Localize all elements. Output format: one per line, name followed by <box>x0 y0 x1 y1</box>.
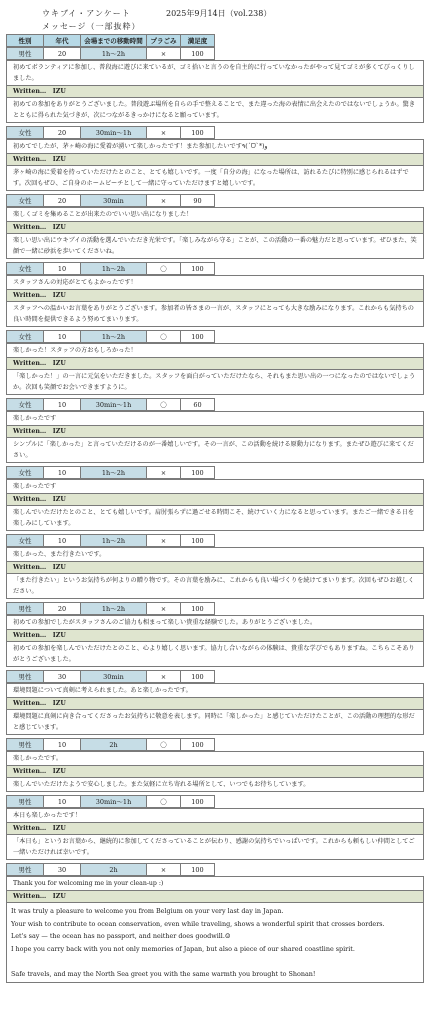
cell-age: 20 <box>44 195 81 207</box>
cell-gender: 男性 <box>7 48 44 60</box>
staff-reply: スタッフへの温かいお言葉をありがとうございます。参加者の皆さまの一言が、スタッフにとっても大きな励みになります。これからも気持ちの良い時間を提供できるよう努めてまいります。 <box>6 302 424 327</box>
response-row <box>6 330 215 343</box>
response-row <box>6 863 215 876</box>
cell-plastic: × <box>147 48 181 60</box>
participant-comment: 楽しかったです <box>6 411 424 426</box>
writer-name: IZU <box>52 88 66 95</box>
writer-name: IZU <box>52 893 66 900</box>
cell-gender: 男性 <box>7 739 44 751</box>
reply-line: Your wish to contribute to ocean conservation, even while traveling, shows a wonderful spirit that crosses borders. <box>11 919 385 928</box>
cell-plastic: × <box>147 195 181 207</box>
written-label: Written… <box>13 156 47 163</box>
cell-travel-time: 1h～2h <box>81 535 147 547</box>
written-by <box>6 891 424 903</box>
written-label: Written… <box>13 292 47 299</box>
response-row <box>6 795 215 808</box>
writer-name: IZU <box>52 360 66 367</box>
staff-reply: 楽しんでいただけたようで安心しました。また気軽に立ち寄れる場所として、いつでもお待ちしています。 <box>6 778 424 792</box>
written-by <box>6 766 424 778</box>
response-row <box>6 738 215 751</box>
cell-gender: 女性 <box>7 467 44 479</box>
cell-age: 10 <box>44 263 81 275</box>
cell-age: 10 <box>44 467 81 479</box>
cell-satisfaction: 100 <box>181 796 215 808</box>
writer-name: IZU <box>52 564 66 571</box>
cell-travel-time: 30min～1h <box>81 127 147 139</box>
participant-comment: 楽しくゴミを集めることが出来たのでいい思い出になりました！ <box>6 207 424 222</box>
cell-satisfaction: 100 <box>181 127 215 139</box>
cell-plastic: 〇 <box>147 331 181 343</box>
col-age: 年代 <box>44 35 81 47</box>
cell-plastic: × <box>147 467 181 479</box>
participant-comment: 初めてでしたが、茅ヶ崎の海に愛着が湧いて楽しかったです！また参加したいです٩(ˊᗜˋ*)و <box>6 139 424 154</box>
cell-gender: 女性 <box>7 331 44 343</box>
staff-reply: 茅ヶ崎の海に愛着を持っていただけたとのこと、とても嬉しいです。一度「自分の海」になった場所は、訪れるたびに特別に感じられるはずです。次回もぜひ、ご自身のホームビーチとして一緒に守っていただけますと嬉しいです。 <box>6 166 424 191</box>
written-label: Written… <box>13 825 47 832</box>
cell-satisfaction: 100 <box>181 739 215 751</box>
participant-comment: 本日も楽しかったです！ <box>6 808 424 823</box>
response-row <box>6 466 215 479</box>
document-page <box>6 0 424 983</box>
response-row <box>6 602 215 615</box>
cell-gender: 女性 <box>7 263 44 275</box>
written-label: Written… <box>13 88 47 95</box>
participant-comment: 楽しかったです <box>6 479 424 494</box>
writer-name: IZU <box>52 700 66 707</box>
cell-plastic: × <box>147 603 181 615</box>
cell-plastic: × <box>147 864 181 876</box>
written-label: Written… <box>13 564 47 571</box>
cell-plastic: × <box>147 127 181 139</box>
cell-travel-time: 2h <box>81 864 147 876</box>
writer-name: IZU <box>52 428 66 435</box>
cell-age: 10 <box>44 399 81 411</box>
written-by <box>6 154 424 166</box>
cell-travel-time: 30min～1h <box>81 399 147 411</box>
staff-reply: 「また行きたい」というお気持ちが何よりの贈り物です。その言葉を励みに、これからも良い場づくりを続けてまいります。次回もぜひお越しください。 <box>6 574 424 599</box>
written-by <box>6 630 424 642</box>
writer-name: IZU <box>52 825 66 832</box>
written-label: Written… <box>13 360 47 367</box>
issue-date: 2025年9月14日（vol.238） <box>166 9 272 18</box>
cell-travel-time: 1h～2h <box>81 603 147 615</box>
entries-list <box>6 47 424 983</box>
cell-travel-time: 30min <box>81 195 147 207</box>
participant-comment: 楽しかったです。 <box>6 751 424 766</box>
cell-satisfaction: 100 <box>181 671 215 683</box>
staff-reply: シンプルに「楽しかった」と言っていただけるのが一番嬉しいです。その一言が、この活動を続ける原動力になります。またぜひ遊びに来てください。 <box>6 438 424 463</box>
column-header <box>6 34 215 47</box>
cell-age: 10 <box>44 331 81 343</box>
cell-travel-time: 1h～2h <box>81 263 147 275</box>
response-row <box>6 194 215 207</box>
cell-travel-time: 1h～2h <box>81 467 147 479</box>
written-by <box>6 562 424 574</box>
reply-line <box>11 955 419 968</box>
participant-comment: 楽しかった、また行きたいです。 <box>6 547 424 562</box>
reply-line: Safe travels, and may the North Sea greet you with the same warmth you brought to Shonan! <box>11 969 316 978</box>
response-row <box>6 670 215 683</box>
cell-satisfaction: 100 <box>181 331 215 343</box>
cell-travel-time: 1h～2h <box>81 48 147 60</box>
writer-name: IZU <box>52 768 66 775</box>
writer-name: IZU <box>52 224 66 231</box>
written-by <box>6 426 424 438</box>
cell-age: 10 <box>44 739 81 751</box>
cell-age: 10 <box>44 796 81 808</box>
written-label: Written… <box>13 428 47 435</box>
staff-reply: 「本日も」というお言葉から、継続的に参加してくださっていることが伝わり、感謝の気持ちでいっぱいです。これからも頼もしい仲間としてご一緒いただければ幸いです。 <box>6 835 424 860</box>
cell-plastic: 〇 <box>147 739 181 751</box>
participant-comment: 初めてボランティアに参加し、普段海に遊びに来ているが、ゴミ拾いと言うのを自主的に行っていなかったがやって見てゴミが多くてびっくりしました。 <box>6 60 424 86</box>
cell-plastic: 〇 <box>147 399 181 411</box>
participant-comment: Thank you for welcoming me in your clean-up :) <box>6 876 424 891</box>
document-title: ウキブイ・アンケート <box>42 9 131 18</box>
cell-age: 30 <box>44 864 81 876</box>
cell-plastic: 〇 <box>147 263 181 275</box>
reply-line: I hope you carry back with you not only memories of Japan, but also a piece of our shared coastline spirit. <box>11 944 355 953</box>
cell-age: 20 <box>44 127 81 139</box>
col-gender: 性別 <box>7 35 44 47</box>
response-row <box>6 534 215 547</box>
cell-satisfaction: 100 <box>181 48 215 60</box>
participant-comment: スタッフさんの対応がとてもよかったです！ <box>6 275 424 290</box>
cell-age: 20 <box>44 48 81 60</box>
cell-plastic: × <box>147 535 181 547</box>
staff-reply: 「楽しかった！」の一言に元気をいただきました。スタッフを面白がっていただけたなら、それもまた思い出の一つになったのではないでしょうか。次回も笑顔でお会いできますように。 <box>6 370 424 395</box>
cell-gender: 男性 <box>7 864 44 876</box>
written-label: Written… <box>13 893 47 900</box>
document-header <box>6 8 424 34</box>
cell-satisfaction: 100 <box>181 263 215 275</box>
response-row <box>6 126 215 139</box>
cell-plastic: × <box>147 671 181 683</box>
cell-plastic: 〇 <box>147 796 181 808</box>
document-subtitle: メッセージ（一部抜粋） <box>42 22 141 31</box>
reply-line: It was truly a pleasure to welcome you from Belgium on your very last day in Japan. <box>11 907 284 915</box>
writer-name: IZU <box>52 292 66 299</box>
cell-age: 30 <box>44 671 81 683</box>
written-by <box>6 823 424 835</box>
written-by <box>6 222 424 234</box>
cell-gender: 女性 <box>7 195 44 207</box>
writer-name: IZU <box>52 632 66 639</box>
writer-name: IZU <box>52 496 66 503</box>
cell-gender: 男性 <box>7 603 44 615</box>
cell-satisfaction: 100 <box>181 864 215 876</box>
written-by <box>6 290 424 302</box>
cell-gender: 男性 <box>7 796 44 808</box>
response-row <box>6 47 215 60</box>
participant-comment: 環境問題について真剣に考えられました。あと楽しかったです。 <box>6 683 424 698</box>
cell-satisfaction: 100 <box>181 467 215 479</box>
cell-gender: 女性 <box>7 535 44 547</box>
cell-satisfaction: 90 <box>181 195 215 207</box>
staff-reply: 楽しんでいただけたとのこと、とても嬉しいです。肩肘張らずに過ごせる時間こそ、続けていく力になると思っています。またご一緒できる日を楽しみにしています。 <box>6 506 424 531</box>
col-plastic: プラごみ <box>147 35 181 47</box>
cell-satisfaction: 100 <box>181 535 215 547</box>
cell-age: 20 <box>44 603 81 615</box>
written-label: Written… <box>13 768 47 775</box>
staff-reply: 環境問題に真剣に向き合ってくださったお気持ちに敬意を表します。同時に「楽しかった」と感じていただけたことが、この活動の理想的な形だと感じています。 <box>6 710 424 735</box>
col-travel-time: 会場までの移動時間 <box>81 35 147 47</box>
cell-travel-time: 30min <box>81 671 147 683</box>
cell-satisfaction: 100 <box>181 603 215 615</box>
written-by <box>6 494 424 506</box>
participant-comment: 初めての参加でしたがスタッフさんのご協力も相まって楽しい貴重な経験でした。ありがとうございました。 <box>6 615 424 630</box>
staff-reply: 初めての参加をありがとうございました。普段遊ぶ場所を自らの手で整えることで、また違った海の表情に出会えたのではないでしょうか。驚きとともに得られた気づきが、次につながるきっかけになると願っています。 <box>6 98 424 123</box>
reply-line: Let's say — the ocean has no passport, and neither does goodwill.☺ <box>11 932 231 940</box>
written-label: Written… <box>13 700 47 707</box>
written-by <box>6 358 424 370</box>
writer-name: IZU <box>52 156 66 163</box>
response-row <box>6 398 215 411</box>
cell-gender: 女性 <box>7 127 44 139</box>
staff-reply: 初めての参加を楽しんでいただけたとのこと、心より嬉しく思います。協力し合いながらの体験は、貴重な学びでもありますね。こちらこそありがとうございました。 <box>6 642 424 667</box>
written-label: Written… <box>13 632 47 639</box>
col-satisfaction: 満足度 <box>181 35 215 47</box>
response-row <box>6 262 215 275</box>
cell-satisfaction: 60 <box>181 399 215 411</box>
written-label: Written… <box>13 496 47 503</box>
cell-travel-time: 30min～1h <box>81 796 147 808</box>
cell-travel-time: 2h <box>81 739 147 751</box>
cell-age: 10 <box>44 535 81 547</box>
cell-travel-time: 1h～2h <box>81 331 147 343</box>
written-by <box>6 86 424 98</box>
staff-reply: 楽しい思い出にウキブイの活動を選んでいただき光栄です。「楽しみながら守る」ことが、この活動の一番の魅力だと思っています。ぜひまた、笑顔で一緒に砂浜を歩いてくださいね。 <box>6 234 424 259</box>
cell-gender: 男性 <box>7 671 44 683</box>
staff-reply-english <box>6 903 424 983</box>
participant-comment: 楽しかった！スタッフの方おもしろかった！ <box>6 343 424 358</box>
cell-gender: 女性 <box>7 399 44 411</box>
written-label: Written… <box>13 224 47 231</box>
written-by <box>6 698 424 710</box>
